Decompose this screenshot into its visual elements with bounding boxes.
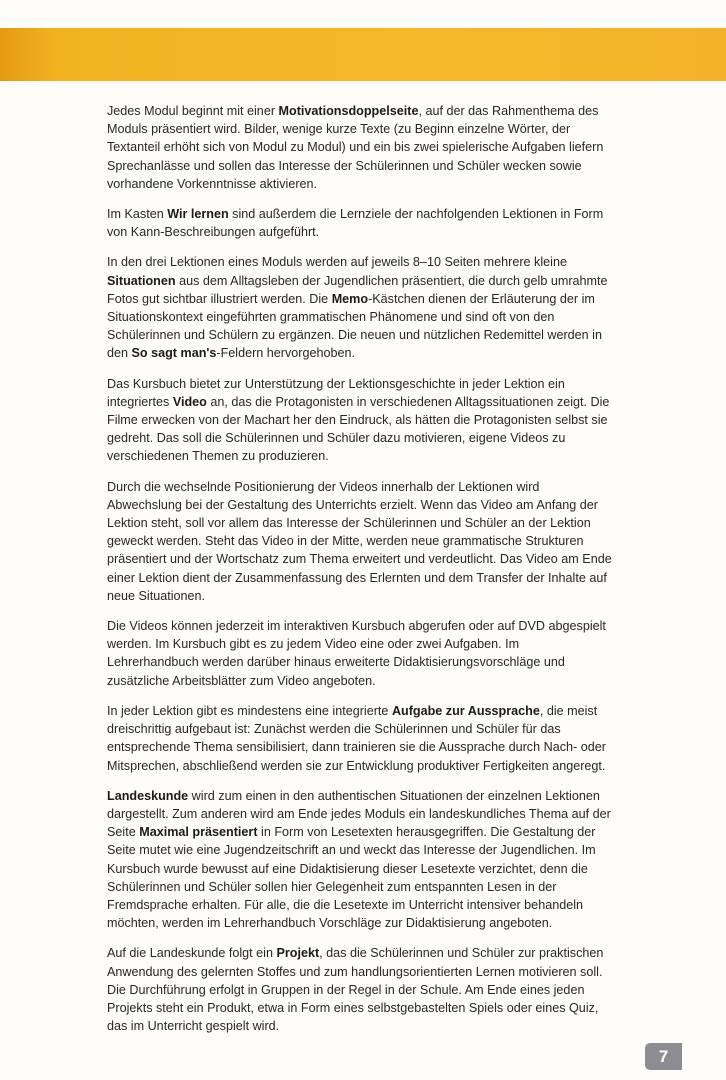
keyword-memo: Memo: [331, 291, 369, 306]
text-run: , auf der das Rahmenthema des Moduls präsentiert wird. Bilder, wenige kurze Texte (zu Beginn einzelne Wörter, der Textanteil erhöht sich von Modul zu Modul) und ein bis zwei spielerische Aufgaben liefern Sprechanlässe und sollen das Interesse der Schülerinnen und Schüler wecken sowie vorhandene Vorkenntnisse aktivieren.: [107, 104, 604, 191]
keyword-so-sagt-mans: So sagt man's: [131, 346, 217, 361]
paragraph-landeskunde: [107, 787, 612, 933]
text-run: In jeder Lektion gibt es mindestens eine integrierte: [107, 703, 392, 718]
paragraph-videos-dvd: [107, 617, 612, 690]
keyword-motivationsdoppelseite: Motivationsdoppelseite: [278, 104, 419, 118]
keyword-maximal-praesentiert: Maximal präsentiert: [139, 825, 258, 840]
text-run: sind außerdem die Lernziele der nachfolgenden Lektionen in Form von Kann-Beschreibungen aufgeführt.: [107, 207, 604, 240]
paragraph-projekt: [107, 944, 612, 1035]
text-run: , die meist dreischrittig aufgebaut ist: Zunächst werden die Schülerinnen und Schüler für das entsprechende Thema sensibilisiert, dann trainieren sie die Aussprache durch Nach- oder Mitsprechen, abschließend werden sie zur Entwicklung produktiver Fertigkeiten angeregt.: [107, 703, 606, 773]
keyword-situationen: Situationen: [107, 273, 176, 288]
text-run: an, das die Protagonisten in verschiedenen Alltagssituationen zeigt. Die Filme erwecken von der Machart her den Eindruck, als hätten die Protagonisten selbst sie gedreht. Das soll die Schülerinnen und Schüler dazu motivieren, eigene Videos zu verschiedenen Themen zu produzieren.: [107, 394, 610, 464]
text-run: Das Kursbuch bietet zur Unterstützung der Lektionsgeschichte in jeder Lektion ein integriertes: [107, 376, 565, 409]
keyword-projekt: Projekt: [276, 946, 320, 961]
page-number-badge: 7: [645, 1043, 682, 1070]
body-text: [107, 102, 612, 1047]
text-run: Auf die Landeskunde folgt ein: [107, 946, 277, 961]
paragraph-video-positionierung: [107, 478, 612, 605]
keyword-video: Video: [172, 394, 207, 409]
text-run: in Form von Lesetexten herausgegriffen. Die Gestaltung der Seite mutet wie eine Jugendzeitschrift an und weckt das Interesse der Jugendlichen. Im Kursbuch wurde bewusst auf eine Didaktisierung dieser Lesetexte verzichtet, denn die Schülerinnen und Schüler sollen hier Gelegenheit zum entspannten Lesen in der Fremdsprache erhalten. Für alle, die die Lesetexte im Unterricht intensiver behandeln möchten, werden im Lehrerhandbuch Vorschläge zur Didaktisierung angeboten.: [107, 825, 596, 931]
text-run: Im Kasten: [107, 207, 168, 222]
text-run: aus dem Alltagsleben der Jugendlichen präsentiert, die durch gelb umrahmte Fotos gut sichtbar illustriert werden. Die: [107, 273, 608, 306]
text-run: Jedes Modul beginnt mit einer: [107, 104, 279, 118]
text-run: , das die Schülerinnen und Schüler zur praktischen Anwendung des gelernten Stoffes und zum handlungsorientierten Lernen motivieren soll. Die Durchführung erfolgt in Gruppen in der Regel in der Schule. Am Ende eines jeden Projekts steht ein Produkt, etwa in Form eines selbstgebastelten Spiels oder eines Quiz, das im Unterricht gespielt wird.: [107, 946, 604, 1034]
header-color-band: [0, 28, 726, 81]
paragraph-video: [107, 375, 612, 466]
keyword-landeskunde: Landeskunde: [107, 788, 189, 803]
text-run: wird zum einen in den authentischen Situationen der einzelnen Lektionen dargestellt. Zum anderen wird am Ende jedes Moduls ein landeskundliches Thema auf der Seite: [107, 788, 611, 840]
paragraph-aussprache: [107, 702, 612, 775]
text-run: -Kästchen dienen der Erläuterung der im Situationskontext eingeführten grammatischen Phänomene und sind oft von den Schülerinnen und Schülern zu ergänzen. Die neuen und nützlichen Redemittel werden in den: [107, 291, 602, 361]
paragraph-wir-lernen: [107, 205, 612, 241]
text-run: -Feldern hervorgehoben.: [216, 346, 356, 361]
keyword-aufgabe-zur-aussprache: Aufgabe zur Aussprache: [391, 703, 540, 718]
text-run: Durch die wechselnde Positionierung der Videos innerhalb der Lektionen wird Abwechslung bei der Gestaltung des Unterrichts erzielt. Wenn das Video am Anfang der Lektion steht, soll vor allem das Interesse der Schülerinnen und Schüler an der Lektion geweckt werden. Steht das Video in der Mitte, werden neue grammatische Strukturen präsentiert und der Wortschatz zum Thema erweitert und verdeutlicht. Das Video am Ende einer Lektion dient der Zusammenfassung des Erlernten und dem Transfer der Inhalte auf neue Situationen.: [107, 479, 612, 603]
paragraph-situationen: [107, 253, 612, 362]
paragraph-motivationsdoppelseite: [107, 102, 612, 193]
text-run: In den drei Lektionen eines Moduls werden auf jeweils 8–10 Seiten mehrere kleine: [107, 255, 567, 270]
text-run: Die Videos können jederzeit im interaktiven Kursbuch abgerufen oder auf DVD abgespielt werden. Im Kursbuch gibt es zu jedem Video eine oder zwei Aufgaben. Im Lehrerhandbuch werden darüber hinaus erweiterte Didaktisierungsvorschläge und zusätzliche Arbeitsblätter zum Video angeboten.: [107, 619, 606, 688]
keyword-wir-lernen: Wir lernen: [167, 207, 229, 222]
